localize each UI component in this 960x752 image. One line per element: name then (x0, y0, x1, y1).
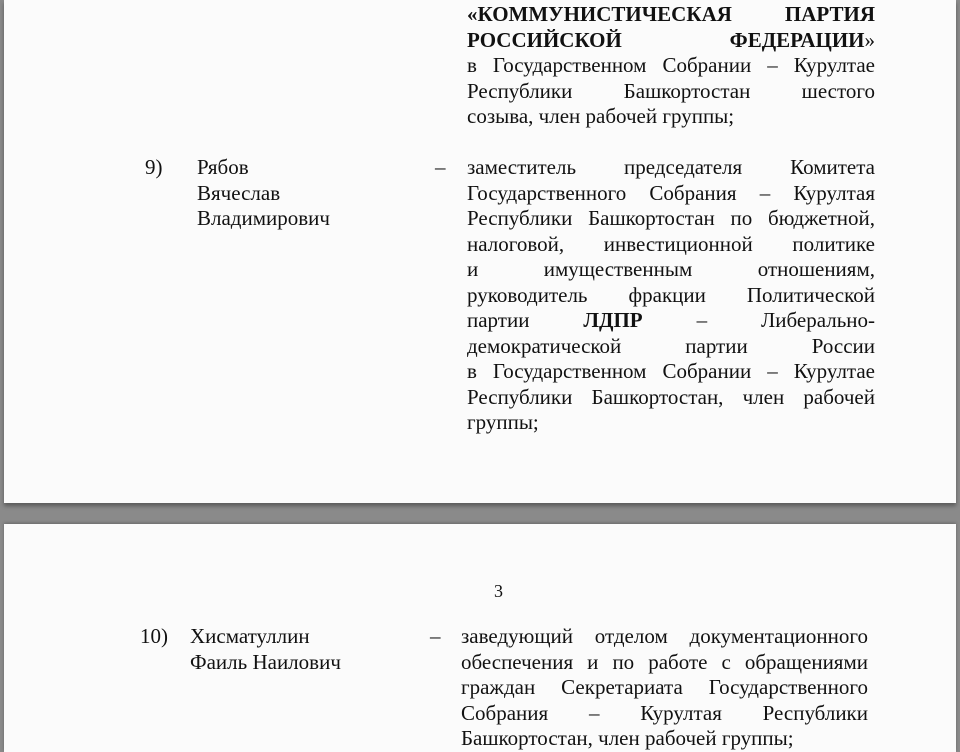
name-line: Владимирович (197, 206, 330, 230)
text-line (467, 53, 875, 79)
text-line (467, 334, 875, 360)
text-line (461, 675, 868, 701)
text: созыва, член рабочей группы; (467, 104, 735, 128)
name-line: Вячеслав (197, 180, 281, 205)
member-9-description (467, 155, 875, 436)
text-line (467, 232, 875, 258)
bold-text: РОССИЙСКОЙ ФЕДЕРАЦИИ (467, 27, 865, 52)
text: граждан Секретариата Государственного (461, 675, 868, 699)
text: Собрания – Курултая Республики (461, 700, 868, 725)
text-line (461, 701, 868, 727)
text-line (467, 359, 875, 385)
text: группы; (467, 410, 539, 434)
text: Республики Башкортостан шестого (467, 78, 875, 103)
text: заведующий отделом документационного (461, 624, 868, 648)
bold-text: «КОММУНИСТИЧЕСКАЯ ПАРТИЯ (467, 2, 875, 26)
name-line: Хисматуллин (190, 624, 310, 648)
text: демократической партии России (467, 333, 875, 358)
text-line (467, 181, 875, 207)
name-line: Фаиль Наилович (190, 649, 341, 674)
member-9-name (197, 155, 397, 232)
text-line (467, 410, 875, 436)
member-9-number: 9) (145, 155, 163, 179)
text-line (467, 206, 875, 232)
page-number: 3 (494, 581, 503, 601)
text: Башкортостан, член рабочей группы; (461, 726, 794, 750)
text-line (461, 726, 868, 752)
document-page-3 (4, 524, 956, 752)
text: Республики Башкортостан, член рабочей (467, 384, 875, 409)
text: » (864, 27, 875, 52)
text: руководитель фракции Политической (467, 282, 875, 307)
member-10-number: 10) (140, 624, 168, 648)
text: в Государственном Собрании – Курултае (467, 53, 875, 77)
text-line (467, 308, 875, 334)
name-line: Рябов (197, 155, 249, 179)
text: обеспечения и по работе с обращениями (461, 649, 868, 674)
bold-text: ЛДПР (583, 308, 643, 332)
text: – Либерально- (642, 308, 875, 332)
text-line (467, 79, 875, 105)
text-line (467, 155, 875, 181)
previous-member-description (467, 2, 875, 130)
text: Государственного Собрания – Курултая (467, 180, 875, 205)
text-line (467, 104, 875, 130)
text: и имущественным отношениям, (467, 257, 875, 281)
text-line (467, 283, 875, 309)
document-page-top (4, 0, 956, 503)
text: заместитель председателя Комитета (467, 155, 875, 179)
member-10-description (461, 624, 868, 752)
text: налоговой, инвестиционной политике (467, 231, 875, 256)
text-line (467, 2, 875, 28)
member-9-dash: – (435, 155, 446, 179)
text: партии (467, 308, 584, 332)
text-line (467, 28, 875, 54)
text-line (461, 624, 868, 650)
text-line (467, 385, 875, 411)
text: в Государственном Собрании – Курултае (467, 359, 875, 383)
member-10-dash: – (430, 624, 441, 648)
text-line (467, 257, 875, 283)
member-10-name (190, 624, 420, 675)
text-line (461, 650, 868, 676)
text: Республики Башкортостан по бюджетной, (467, 206, 875, 230)
